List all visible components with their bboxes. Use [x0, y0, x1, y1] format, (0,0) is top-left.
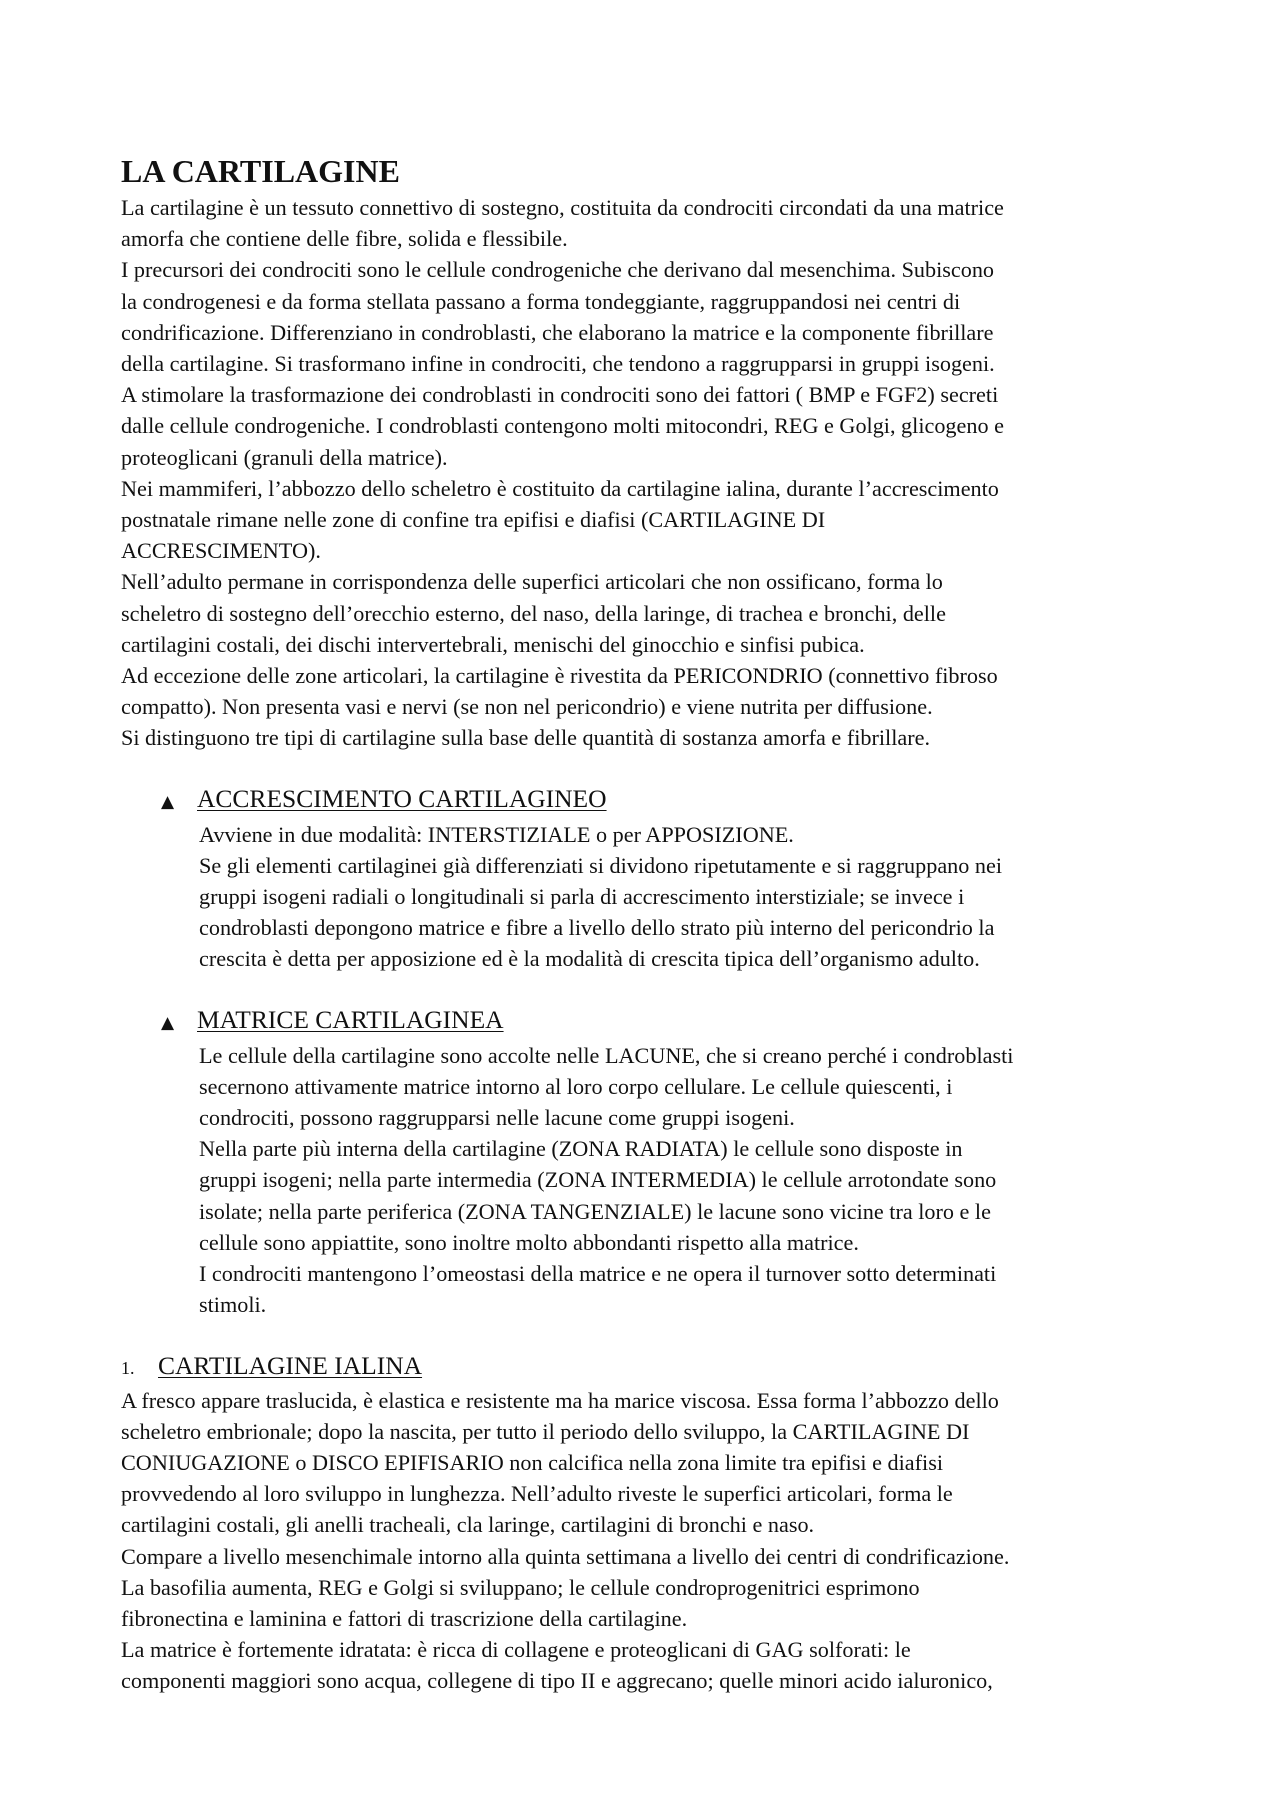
- text-line: della cartilagine. Si trasformano infine in condrociti, che tendono a raggrupparsi in gruppi isogeni.: [121, 351, 995, 377]
- section-body: [121, 819, 1166, 975]
- section-body: [121, 1385, 1166, 1697]
- triangle-bullet-icon: ▲: [161, 1012, 175, 1033]
- text-line: dalle cellule condrogeniche. I condroblasti contengono molti mitocondri, REG e Golgi, glicogeno e: [121, 413, 1004, 439]
- section-heading: [121, 782, 1166, 819]
- text-line: condroblasti depongono matrice e fibre a livello dello strato più interno del pericondrio la: [199, 915, 995, 941]
- text-line: isolate; nella parte periferica (ZONA TANGENZIALE) le lacune sono vicine tra loro e le: [199, 1198, 991, 1224]
- text-line: condrociti, possono raggrupparsi nelle lacune come gruppi isogeni.: [199, 1105, 795, 1131]
- triangle-bullet-icon: ▲: [161, 791, 175, 812]
- text-line: La cartilagine è un tessuto connettivo di sostegno, costituita da condrociti circondati da una matrice: [121, 195, 1004, 220]
- section-matrice: [121, 1003, 1166, 1321]
- text-line: Nella parte più interna della cartilagine (ZONA RADIATA) le cellule sono disposte in: [199, 1136, 963, 1162]
- text-line: Nell’adulto permane in corrispondenza delle superfici articolari che non ossificano, forma lo: [121, 569, 943, 595]
- section-body: [121, 1040, 1166, 1321]
- text-line: provvedendo al loro sviluppo in lunghezza. Nell’adulto riveste le superfici articolari, forma le: [121, 1481, 953, 1507]
- text-line: La matrice è fortemente idratata: è ricca di collagene e proteoglicani di GAG solforati: le: [121, 1637, 911, 1663]
- text-line: crescita è detta per apposizione ed è la modalità di crescita tipica dell’organismo adulto.: [199, 946, 980, 972]
- text-line: Compare a livello mesenchimale intorno alla quinta settimana a livello dei centri di condrificazione.: [121, 1543, 1010, 1569]
- text-line: I condrociti mantengono l’omeostasi della matrice e ne opera il turnover sotto determinati: [199, 1261, 997, 1287]
- text-line: I precursori dei condrociti sono le cellule condrogeniche che derivano dal mesenchima. Subiscono: [121, 257, 995, 283]
- text-line: gruppi isogeni radiali o longitudinali si parla di accrescimento interstiziale; se invece i: [199, 884, 965, 910]
- text-line: gruppi isogeni; nella parte intermedia (ZONA INTERMEDIA) le cellule arrotondate sono: [199, 1167, 997, 1193]
- section-title: MATRICE CARTILAGINEA: [197, 1004, 504, 1034]
- text-line: cartilagini costali, dei dischi intervertebrali, menischi del ginocchio e sinfisi pubica.: [121, 631, 865, 657]
- text-line: Le cellule della cartilagine sono accolte nelle LACUNE, che si creano perché i condroblasti: [199, 1042, 1014, 1068]
- text-line: la condrogenesi e da forma stellata passano a forma tondeggiante, raggruppandosi nei centri di: [121, 288, 961, 314]
- section-accrescimento: [121, 782, 1166, 975]
- text-line: cellule sono appiattite, sono inoltre molto abbondanti rispetto alla matrice.: [199, 1229, 859, 1255]
- text-line: scheletro embrionale; dopo la nascita, per tutto il periodo dello sviluppo, la CARTILAGINE DI: [121, 1418, 970, 1444]
- text-line: Ad eccezione delle zone articolari, la cartilagine è rivestita da PERICONDRIO (connettivo fibroso: [121, 663, 998, 689]
- text-line: Si distinguono tre tipi di cartilagine sulla base delle quantità di sostanza amorfa e fibrillare.: [121, 725, 930, 751]
- text-line: amorfa che contiene delle fibre, solida e flessibile.: [121, 226, 568, 252]
- text-line: secernono attivamente matrice intorno al loro corpo cellulare. Le cellule quiescenti, i: [199, 1073, 953, 1099]
- section-heading: [121, 1003, 1166, 1040]
- section-cartilagine-ialina: [121, 1349, 1166, 1697]
- text-line: stimoli.: [199, 1292, 267, 1318]
- text-line: compatto). Non presenta vasi e nervi (se non nel pericondrio) e viene nutrita per diffusione.: [121, 694, 933, 720]
- text-line: Nei mammiferi, l’abbozzo dello scheletro è costituito da cartilagine ialina, durante l’accrescimento: [121, 475, 999, 501]
- text-line: ACCRESCIMENTO).: [121, 538, 321, 564]
- text-line: fibronectina e laminina e fattori di trascrizione della cartilagine.: [121, 1605, 688, 1631]
- section-number: 1.: [121, 1357, 135, 1378]
- document-page: [121, 150, 1166, 1697]
- text-line: CONIUGAZIONE o DISCO EPIFISARIO non calcifica nella zona limite tra epifisi e diafisi: [121, 1449, 943, 1475]
- text-line: cartilagini costali, gli anelli tracheali, cla laringe, cartilagini di bronchi e naso.: [121, 1512, 815, 1538]
- text-line: condrificazione. Differenziano in condroblasti, che elaborano la matrice e la componente fibrillare: [121, 319, 994, 345]
- document-title: LA CARTILAGINE: [121, 153, 400, 189]
- section-heading: [121, 1349, 1166, 1385]
- intro-text: [121, 192, 1166, 754]
- text-line: A stimolare la trasformazione dei condroblasti in condrociti sono dei fattori ( BMP e FGF2) secreti: [121, 382, 999, 408]
- text-line: componenti maggiori sono acqua, collegene di tipo II e aggrecano; quelle minori acido ialuronico,: [121, 1668, 993, 1694]
- text-line: Se gli elementi cartilaginei già differenziati si dividono ripetutamente e si raggruppano nei: [199, 852, 1003, 878]
- text-line: A fresco appare traslucida, è elastica e resistente ma ha marice viscosa. Essa forma l’abbozzo dello: [121, 1387, 999, 1413]
- text-line: postnatale rimane nelle zone di confine tra epifisi e diafisi (CARTILAGINE DI: [121, 507, 826, 533]
- text-line: scheletro di sostegno dell’orecchio esterno, del naso, della laringe, di trachea e bronchi, delle: [121, 600, 946, 626]
- text-line: La basofilia aumenta, REG e Golgi si sviluppano; le cellule condroprogenitrici esprimono: [121, 1574, 920, 1600]
- text-line: Avviene in due modalità: INTERSTIZIALE o per APPOSIZIONE.: [199, 821, 794, 847]
- section-title: ACCRESCIMENTO CARTILAGINEO: [197, 783, 607, 813]
- text-line: proteoglicani (granuli della matrice).: [121, 444, 448, 470]
- section-title: CARTILAGINE IALINA: [158, 1350, 423, 1380]
